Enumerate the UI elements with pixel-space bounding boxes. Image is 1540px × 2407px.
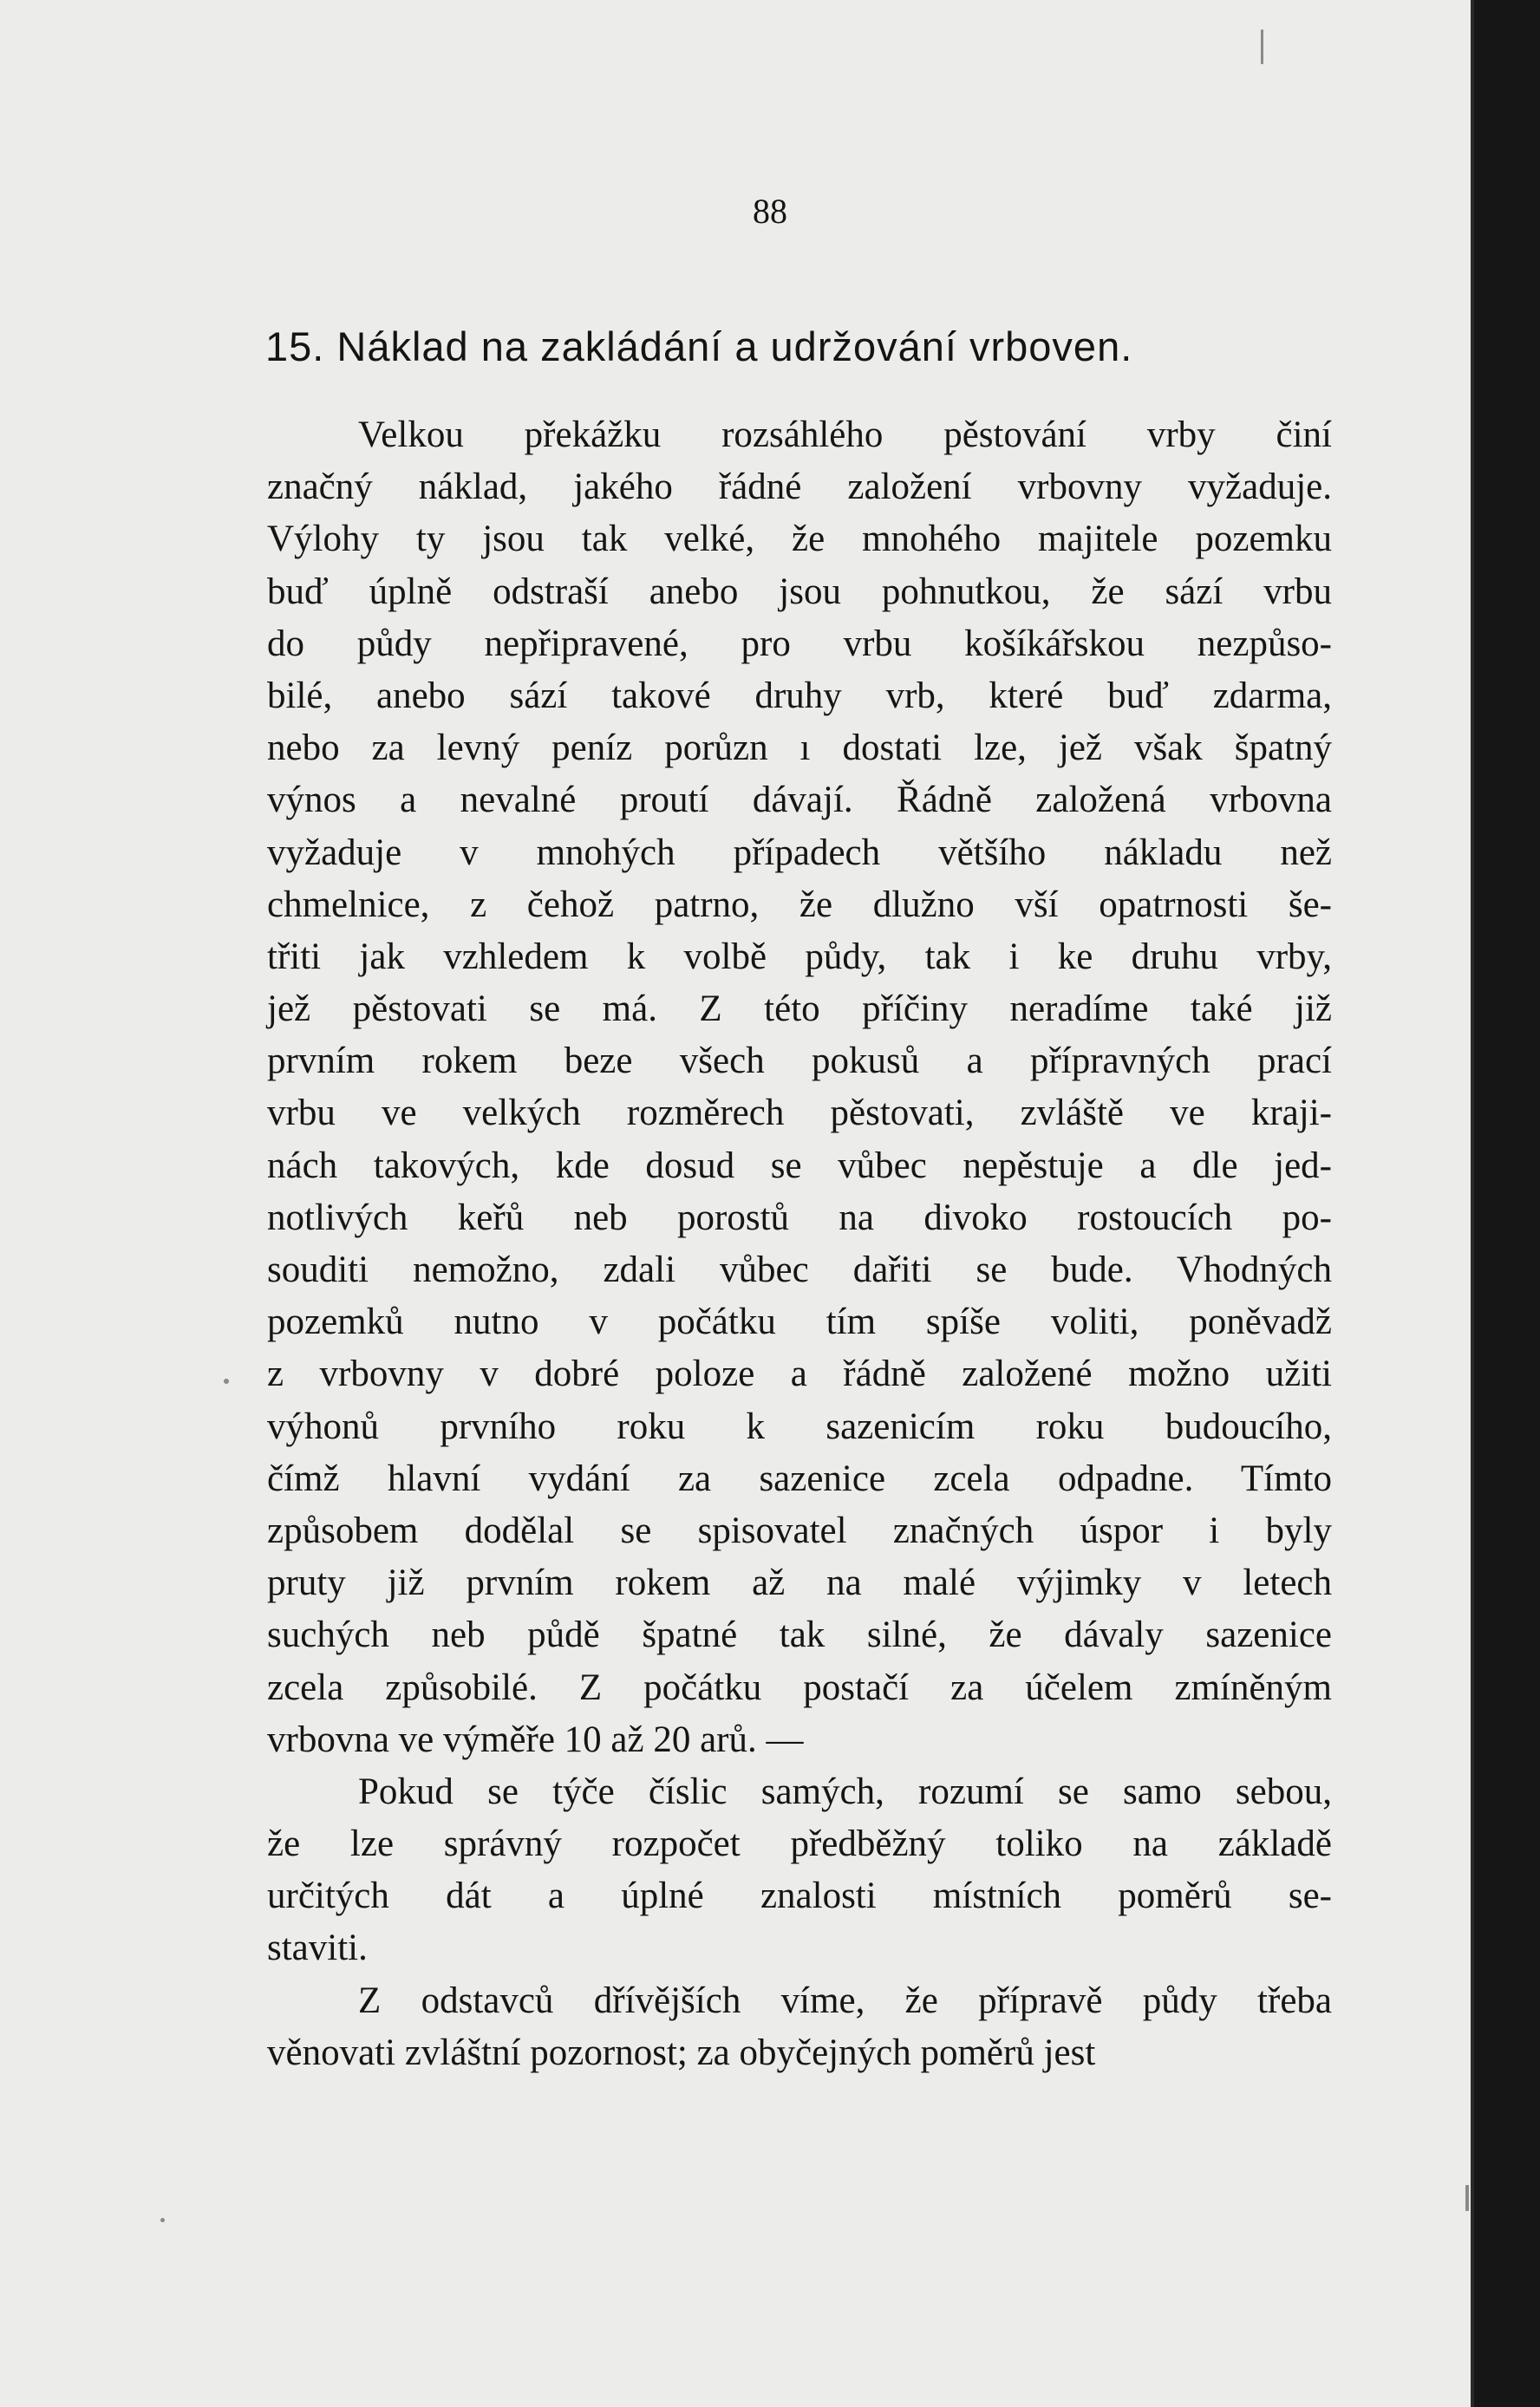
text-line: do půdy nepřipravené, pro vrbu košíkářskou nezpůso- — [267, 623, 1332, 664]
text-line: pozemků nutno v počátku tím spíše voliti, poněvadž — [267, 1301, 1332, 1343]
text-line: třiti jak vzhledem k volbě půdy, tak i ke druhu vrby, — [267, 936, 1332, 977]
text-line: jež pěstovati se má. Z této příčiny neradíme také již — [267, 988, 1332, 1030]
text-line: notlivých keřů neb porostů na divoko rostoucích po- — [267, 1197, 1332, 1238]
text-line: značný náklad, jakého řádné založení vrbovny vyžaduje. — [267, 466, 1332, 508]
text-line: souditi nemožno, zdali vůbec dařiti se bude. Vhodných — [267, 1249, 1332, 1290]
text-line: že lze správný rozpočet předběžný toliko na základě — [267, 1823, 1332, 1865]
text-line: vrbovna ve výměře 10 až 20 arů. — — [267, 1719, 804, 1760]
text-line: chmelnice, z čehož patrno, že dlužno vší opatrnosti še- — [267, 884, 1332, 925]
paragraph — [267, 409, 1332, 1766]
text-line: věnovati zvláštní pozornost; za obyčejných poměrů jest — [267, 2032, 1096, 2073]
text-line: suchých neb půdě špatné tak silné, že dávaly sazenice — [267, 1614, 1332, 1656]
text-line: z vrbovny v dobré poloze a řádně založené možno užiti — [267, 1354, 1332, 1395]
scan-speck — [160, 2218, 165, 2222]
paragraph — [267, 1766, 1332, 1975]
text-line: Výlohy ty jsou tak velké, že mnohého majitele pozemku — [267, 519, 1332, 560]
text-line: čímž hlavní vydání za sazenice zcela odpadne. Tímto — [267, 1458, 1332, 1499]
text-line: Pokud se týče číslic samých, rozumí se samo sebou, — [358, 1771, 1332, 1812]
paragraph — [267, 1975, 1332, 2079]
text-line: vrbu ve velkých rozměrech pěstovati, zvláště ve kraji- — [267, 1093, 1332, 1134]
text-line: nách takových, kde dosud se vůbec nepěstuje a dle jed- — [267, 1145, 1332, 1186]
section-title: 15. Náklad na zakládání a udržování vrboven. — [265, 323, 1133, 369]
page-number: 88 — [753, 192, 787, 231]
text-line: výhonů prvního roku k sazenicím roku budoucího, — [267, 1406, 1332, 1447]
text-line: Z odstavců dřívějších víme, že přípravě půdy třeba — [358, 1980, 1332, 2021]
text-line: prvním rokem beze všech pokusů a přípravných prací — [267, 1040, 1332, 1082]
scan-border — [1474, 0, 1540, 2407]
body-text — [267, 409, 1332, 2079]
text-line: způsobem dodělal se spisovatel značných úspor i byly — [267, 1510, 1332, 1551]
text-line: zcela způsobilé. Z počátku postačí za účelem zmíněným — [267, 1667, 1332, 1708]
text-line: nebo za levný peníz porůzn ı dostati lze, jež však špatný — [267, 727, 1332, 769]
text-line: výnos a nevalné proutí dávají. Řádně založená vrbovna — [267, 780, 1332, 821]
text-line: určitých dát a úplné znalosti místních poměrů se- — [267, 1875, 1332, 1917]
text-line: Velkou překážku rozsáhlého pěstování vrby činí — [358, 414, 1332, 455]
scan-speck — [1261, 29, 1263, 64]
text-line: bilé, anebo sází takové druhy vrb, které buď zdarma, — [267, 675, 1332, 716]
scan-speck — [1465, 2185, 1469, 2211]
text-line: vyžaduje v mnohých případech většího nákladu než — [267, 832, 1332, 873]
text-line: buď úplně odstraší anebo jsou pohnutkou, že sází vrbu — [267, 571, 1332, 612]
text-line: pruty již prvním rokem až na malé výjimky v letech — [267, 1562, 1332, 1604]
text-line: staviti. — [267, 1928, 368, 1969]
scan-speck — [224, 1379, 229, 1384]
